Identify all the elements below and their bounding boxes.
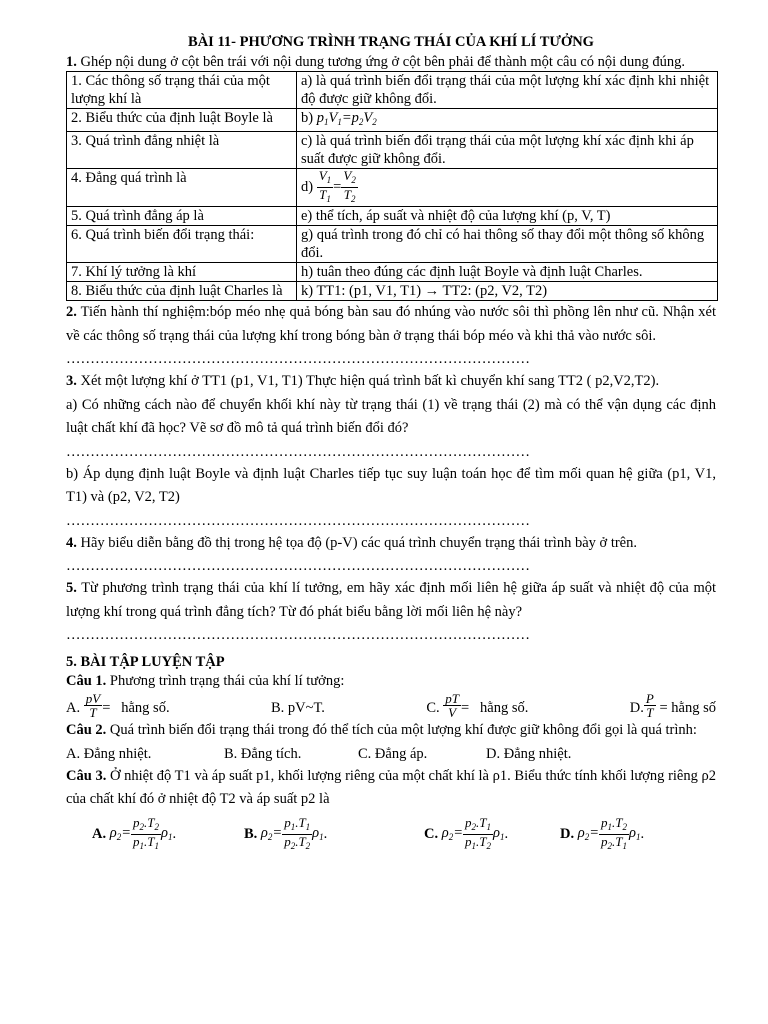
left-cell: 3. Quá trình đẳng nhiệt là xyxy=(67,132,297,169)
option-c: C. Đẳng áp. xyxy=(358,745,428,762)
left-cell: 7. Khí lý tưởng là khí xyxy=(67,263,297,282)
option-c: C. $\rho_2=$ $\frac{p_2.T_1}{p_1.T_2}$ $\rho_1$. xyxy=(424,814,509,851)
option-a: A. $\rho_2=$ $\frac{p_2.T_2}{p_1.T_1}$ $\rho_1$. xyxy=(92,814,177,851)
option-d: D. $\rho_2=$ $\frac{p_1.T_2}{p_2.T_1}$ $\rho_1$. xyxy=(560,814,645,851)
table-row xyxy=(67,169,718,207)
cau-2: Câu 2. Quá trình biến đổi trạng thái trong đó thể tích của một lượng khí được giữ không đổi gọi là quá trình: xyxy=(66,722,697,738)
answer-line: …………………………………………………………………………………… xyxy=(66,558,530,574)
right-cell: g) quá trình trong đó chỉ có hai thông số thay đổi một thông số không đổi. xyxy=(297,226,718,263)
right-cell: e) thể tích, áp suất và nhiệt độ của lượng khí (p, V, T) xyxy=(297,207,718,226)
cau-1-options xyxy=(66,692,716,719)
cau-2-options xyxy=(66,743,716,765)
answer-line: …………………………………………………………………………………… xyxy=(66,512,530,529)
question-1: 1. Ghép nội dung ở cột bên trái với nội dung tương ứng ở cột bên phải để thành một câu có nội dung đúng. xyxy=(66,54,686,70)
question-1-text: Ghép nội dung ở cột bên trái với nội dung tương ứng ở cột bên phải để thành một câu có nội dung đúng. xyxy=(80,54,686,70)
option-d: D. $\frac{P}{T}$ = hằng số xyxy=(629,691,716,720)
left-cell: 1. Các thông số trạng thái của một lượng khí là xyxy=(67,72,297,109)
right-cell: c) là quá trình biến đổi trạng thái của một lượng khí xác định khi áp suất được giữ không đổi. xyxy=(297,132,718,169)
right-cell: b) $p_1V_1=p_2V_2$ xyxy=(297,109,718,132)
charles-formula-left: $\frac{V_1}{T_1}$ xyxy=(318,168,332,204)
table-row xyxy=(67,109,718,132)
question-3: 3. Xét một lượng khí ở TT1 (p1, V1, T1) Thực hiện quá trình bất kì chuyển khí sang TT2 ( p2,V2,T2). xyxy=(66,373,660,389)
cau-1: Câu 1. Phương trình trạng thái của khí lí tưởng: xyxy=(66,673,345,689)
practice-heading: 5. BÀI TẬP LUYỆN TẬP xyxy=(66,654,225,670)
matching-table xyxy=(66,71,718,301)
option-a: A. $\frac{pV}{T}$ = hằng số. xyxy=(66,691,170,720)
left-cell: 8. Biểu thức của định luật Charles là xyxy=(67,282,297,301)
charles-formula-right: $\frac{V_2}{T_2}$ xyxy=(343,168,356,204)
option-d: D. Đẳng nhiệt. xyxy=(486,745,572,762)
left-cell: 5. Quá trình đẳng áp là xyxy=(67,207,297,226)
right-cell: k) TT1: (p1, V1, T1) → TT2: (p2, V2, T2) xyxy=(297,282,718,301)
page-title: BÀI 11- PHƯƠNG TRÌNH TRẠNG THÁI CỦA KHÍ LÍ TƯỞNG xyxy=(188,34,594,50)
answer-line: …………………………………………………………………………………… xyxy=(66,443,530,460)
option-c: C. $\frac{pT}{V}$ = hằng số. xyxy=(426,691,529,720)
option-b: B. Đẳng tích. xyxy=(224,745,302,762)
table-row xyxy=(67,263,718,282)
option-b: B. pV~T. xyxy=(271,700,325,716)
option-b: B. $\rho_2=$ $\frac{p_1.T_1}{p_2.T_2}$ $\rho_1$. xyxy=(244,814,328,851)
cau-3-options xyxy=(66,816,716,853)
left-cell: 4. Đẳng quá trình là xyxy=(67,169,297,207)
left-cell: 2. Biểu thức của định luật Boyle là xyxy=(67,109,297,132)
question-3a: a) Có những cách nào để chuyển khối khí này từ trạng thái (1) về trạng thái (2) mà có thể vận dụng các định luật chất khí đã học? Vẽ sơ đồ mô tả quá trình biến đổi đó? xyxy=(66,396,716,436)
table-row xyxy=(67,72,718,109)
cau-3: Câu 3. Ở nhiệt độ T1 và áp suất p1, khối lượng riêng của một chất khí là ρ1. Biểu thức tính khối lượng riêng ρ2 của chất khí đó ở nhiệt độ T2 và áp suất p2 là xyxy=(66,767,717,807)
table-row xyxy=(67,226,718,263)
table-row xyxy=(67,207,718,226)
answer-line: …………………………………………………………………………………… xyxy=(66,351,530,367)
boyle-formula: $p_1V_1=p_2V_2$ xyxy=(316,110,377,127)
question-5: 5. Từ phương trình trạng thái của khí lí tưởng, em hãy xác định mối liên hệ giữa áp suất và nhiệt độ của một lượng khí trong quá trình đẳng tích? Từ đó phát biểu bằng lời mối liên hệ này? xyxy=(66,580,717,620)
right-cell: a) là quá trình biến đổi trạng thái của một lượng khí xác định khi nhiệt độ được giữ không đổi. xyxy=(297,72,718,109)
left-cell: 6. Quá trình biến đổi trạng thái: xyxy=(67,226,297,263)
answer-line: …………………………………………………………………………………… xyxy=(66,627,530,643)
option-a: A. Đẳng nhiệt. xyxy=(66,745,152,762)
table-row xyxy=(67,282,718,301)
right-cell: h) tuân theo đúng các định luật Boyle và định luật Charles. xyxy=(297,263,718,282)
question-2: 2. Tiến hành thí nghiệm:bóp méo nhẹ quả bóng bàn sau đó nhúng vào nước sôi thì phồng lên như cũ. Nhận xét về các thông số trạng thái của lượng khí trong bóng bàn ở trạng thái bóp méo và khi thả vào nước sôi. xyxy=(66,304,716,344)
table-row xyxy=(67,132,718,169)
right-cell: d) $\frac{V_1}{T_1}$ = $\frac{V_2}{T_2}$ xyxy=(297,169,718,207)
question-4: 4. Hãy biểu diễn bằng đồ thị trong hệ tọa độ (p-V) các quá trình chuyển trạng thái trình bày ở trên. xyxy=(66,534,637,551)
question-3b: b) Áp dụng định luật Boyle và định luật Charles tiếp tục suy luận toán học để tìm mối quan hệ giữa (p1, V1, T1) và (p2, V2, T2) xyxy=(66,465,716,505)
